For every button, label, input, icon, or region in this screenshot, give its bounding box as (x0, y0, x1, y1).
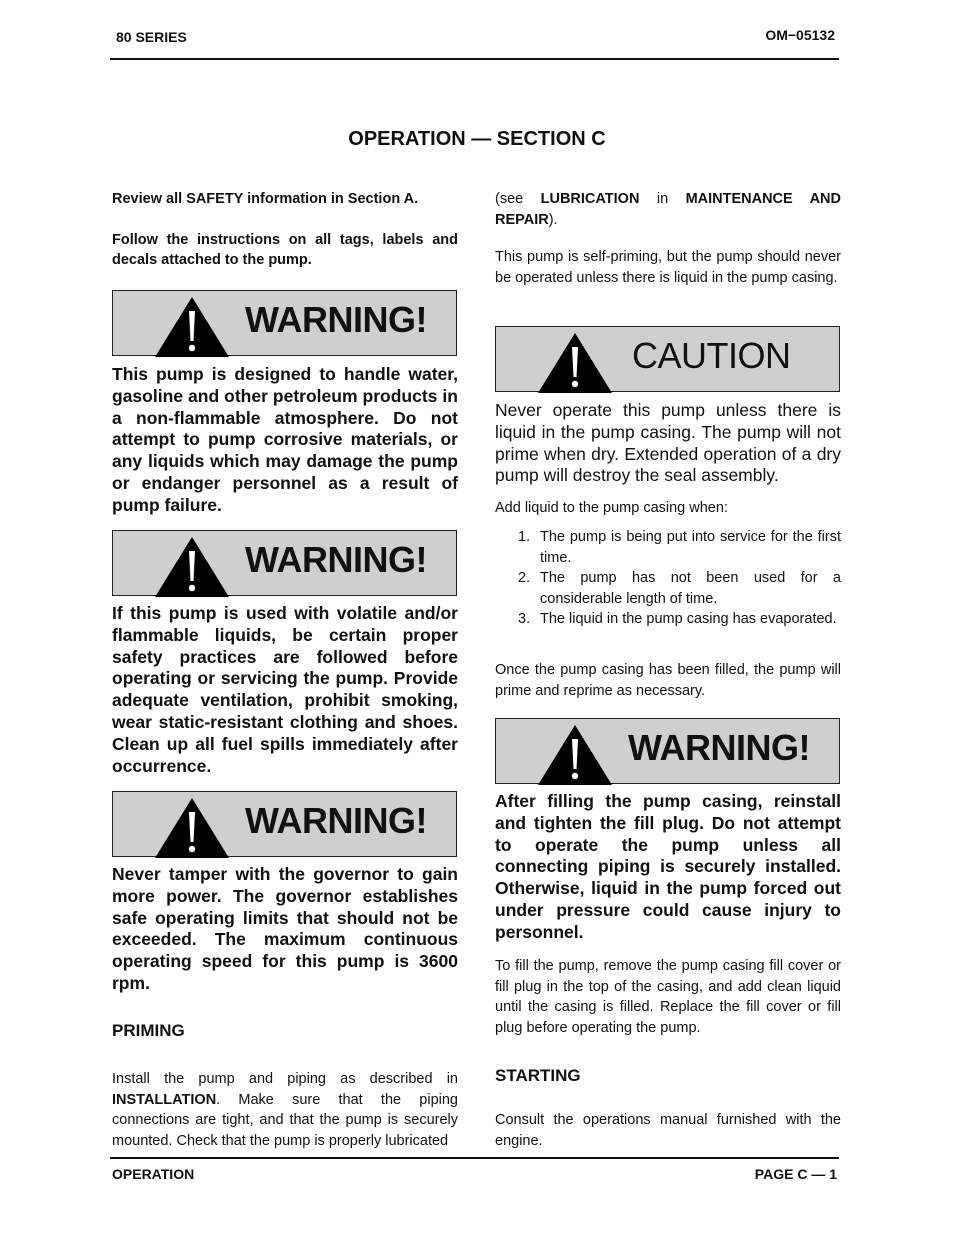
warning-banner-2 (112, 530, 457, 596)
starting-heading: STARTING (495, 1066, 581, 1085)
add-liquid-list (495, 527, 841, 630)
warning-triangle-icon (536, 723, 614, 785)
safety-review-note: Review all SAFETY information in Section A. (112, 191, 419, 207)
tags-labels-note: Follow the instructions on all tags, labels and decals attached to the pump. (112, 232, 458, 268)
warning-text-3: Never tamper with the governor to gain more power. The governor establishes safe operating limits that should not be exceeded. The maximum continuous operating speed for this pump is 3600 rpm. (112, 864, 458, 993)
add-liquid-intro: Add liquid to the pump casing when: (495, 500, 728, 516)
footer-page-number: PAGE C — 1 (754, 1166, 837, 1182)
warning-text-2: If this pump is used with volatile and/or flammable liquids, be certain proper safety practices are followed before operating or servicing the pump. Provide adequate ventilation, prohibit smoking, wear static-resistant clothing and shoes. Clean up all fuel spills immediately after occurrence. (112, 603, 458, 776)
warning-banner-1 (112, 290, 457, 356)
priming-text: Install the pump and piping as described in INSTALLATION. Make sure that the piping connections are tight, and that the pump is securely mounted. Check that the pump is properly lubricated (112, 1071, 458, 1149)
list-item: 1. The pump is being put into service for the first time. (518, 529, 841, 566)
header-series: 80 SERIES (116, 29, 187, 45)
list-item: 3. The liquid in the pump casing has evaporated. (518, 611, 837, 627)
warning-banner-4 (495, 718, 840, 784)
priming-heading: PRIMING (112, 1021, 185, 1040)
header-rule (110, 58, 839, 60)
warning-title: WARNING! (245, 539, 427, 580)
caution-title: CAUTION (632, 335, 791, 376)
lubrication-reference: LUBRICATION (540, 191, 640, 207)
installation-reference: INSTALLATION (112, 1091, 217, 1108)
starting-text: Consult the operations manual furnished with the engine. (495, 1112, 841, 1149)
section-title: OPERATION — SECTION C (348, 128, 606, 150)
fill-instructions: To fill the pump, remove the pump casing fill cover or fill plug in the top of the casing, and add clean liquid until the casing is filled. Replace the fill cover or fill plug before operating the pump. (495, 958, 841, 1036)
warning-triangle-icon (153, 796, 231, 858)
warning-text-4: After filling the pump casing, reinstall and tighten the fill plug. Do not attempt to operate the pump unless all connecting piping is securely installed. Otherwise, liquid in the pump forced out under pressure could cause injury to personnel. (495, 791, 841, 942)
caution-text: Never operate this pump unless there is liquid in the pump casing. The pump will not prime when dry. Extended operation of a dry pump will destroy the seal assembly. (495, 400, 841, 486)
warning-banner-3 (112, 791, 457, 857)
caution-banner (495, 326, 840, 392)
maintenance-reference: MAINTENANCE AND REPAIR (495, 191, 841, 228)
self-priming-text: This pump is self-priming, but the pump should never be operated unless there is liquid in the pump casing. (495, 249, 841, 286)
warning-triangle-icon (536, 331, 614, 393)
warning-title: WARNING! (245, 299, 427, 340)
warning-title: WARNING! (245, 800, 427, 841)
once-filled-text: Once the pump casing has been filled, the pump will prime and reprime as necessary. (495, 662, 841, 699)
warning-text-1: This pump is designed to handle water, gasoline and other petroleum products in a non-flammable atmosphere. Do not attempt to pump corrosive materials, or any liquids which may damage the pump or endanger personnel as a result of pump failure. (112, 364, 458, 515)
warning-title: WARNING! (628, 727, 810, 768)
lubrication-continuation: (see LUBRICATION in MAINTENANCE AND REPAIR). (495, 191, 841, 228)
footer-rule (110, 1157, 839, 1159)
header-doc-number: OM−05132 (765, 27, 835, 43)
list-item: 2. The pump has not been used for a considerable length of time. (518, 570, 841, 607)
warning-triangle-icon (153, 535, 231, 597)
footer-section: OPERATION (112, 1166, 195, 1182)
warning-triangle-icon (153, 295, 231, 357)
